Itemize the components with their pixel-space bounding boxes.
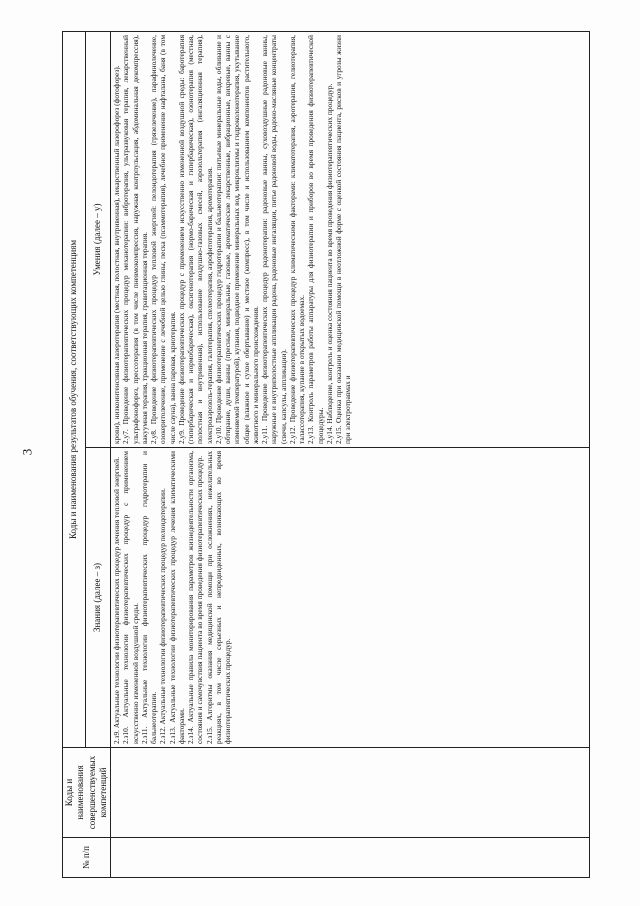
skill-item: 2.у13. Контроль параметров работы аппаратуры для физиотерапии и приборов во время проведения физиотерапевтической процедуры. xyxy=(306,35,325,444)
competency-table xyxy=(62,31,590,878)
knowledge-item: 2.з10. Актуальные технологии физиотерапевтических процедур с применением искусственно измененной воздушной среды. xyxy=(121,451,140,744)
skill-item: крови), низкоинтенсивная лазеротерапия (местная, полостная, внутривенная), лекарственный лазерофорез (фотофорез). xyxy=(112,65,121,444)
skill-item: 2.у11. Проведение физиотерапевтических процедур радонотерапии: радоновые ванны, суховоздушные радоновые ванны, наружные и внутриполостные аппликации радона, радоновые ингаляции, питье радоновой воды, радоно-масляные концентраты (свечи, капсулы, аппликации). xyxy=(260,35,288,444)
cell-skills xyxy=(111,32,590,448)
skill-item: 2.у9. Проведение физиотерапевтических процедур с применением искусственно измененной воздушной среды: баротерапия (гипербарическая и нормобарическая), оксигенотерапия (нормо-барическая и гипербарическая), озонотерапия (местная, полостная и внутривенная), использование воздушно-газовых смесей, аэрозольтерапия (ингаляционная терапия), электроаэрозоль-терапия, галотерапия, спелеотерапия, аэрофитотерапия, аромотерапия. xyxy=(176,35,214,444)
skill-item: 2.у10. Проведение физиотерапевтических процедур гидротерапии и бальнеотерапии: питьевые минеральные воды, обливание и обтирание, души, ванны (пресные, минеральные, газовые, ароматические лекарственные, вибрационные, вихревые, ванны с изменяемой температурой), купания, подводное применение минеральных вод, микроклизмы и гидроколонотерапия, укутывание общее (влажное и сухое обертывание) и местное (компресс), в том числе и использованием компонентов растительного, животного и минерального происхождения. xyxy=(213,35,260,444)
knowledge-item: 2.з15. Алгоритмы оказания медицинской помощи при осложнениях, нежелательных реакциях, в том числе серьезных и непредвиденных, возникающих во время физиотерапевтических процедур. xyxy=(204,451,232,744)
cell-knowledge xyxy=(111,448,590,748)
knowledge-item: 2.з11. Актуальные технологии физиотерапевтических процедур гидротерапии и бальнеотерапии. xyxy=(139,451,158,744)
header-knowledge: Знания (далее – з) xyxy=(85,448,110,748)
header-num: № п/п xyxy=(63,838,111,878)
header-skills: Умения (далее – у) xyxy=(85,32,110,448)
knowledge-item: 2.з14. Актуальные правила мониторирования параметров жизнедеятельности организма, состояния и самочувствия пациента во время проведения физиотерапевтических процедур. xyxy=(186,451,205,744)
skill-item: 2.у7. Проведение физиотерапевтических процедур механотерапии: вибротерапия, ультразвуковая терапия, лекарственный ультрафонофорез, прессотерапия (в том числе пневмокомпрессия, наружная контрпульсация, абдоминальная декомпрессия), вакуумная терапия, тракционная терапия, гравитационная терапия. xyxy=(121,35,149,444)
knowledge-item: 2.з9. Актуальные технологии физиотерапевтических процедур лечения тепловой энергией. xyxy=(112,457,121,744)
page-number: 3 xyxy=(19,448,35,456)
table-row xyxy=(111,32,590,878)
rotated-table-sheet xyxy=(62,32,590,878)
header-row-1 xyxy=(63,32,86,878)
skill-item: 2.у12. Проведение физиотерапевтических процедур климатическими факторами: климатотерапия, аэротерапия, гелиотерапия, талассотерапия, купание в открытых водоемах. xyxy=(287,35,306,444)
header-merged-title: Коды и наименования результатов обучения, соответствующих компетенциям xyxy=(63,32,86,748)
skill-item: 2.у15. Оценка при оказании медицинской помощи в неотложной форме с оценкой состояния пациента, рисков и угрозы жизни при электротравмах и xyxy=(334,35,353,444)
skill-item: 2.у8. Проведение физиотерапевтических процедур тепловой энергией: пелоидотерапия (грязелечение), парафинолечение, озокеритолечение, применение с лечебной целью глины, песка (псаммотерапия), лечебное применение нафталана, баня (в том числе сауна), ванна паровая, криотерапия. xyxy=(149,35,177,444)
cell-num xyxy=(111,838,590,878)
cell-codes xyxy=(111,748,590,838)
skill-item: 2.у14. Наблюдение, контроль и оценка состояния пациента во время проведения физиотерапевтических процедур. xyxy=(324,83,334,444)
header-codes: Коды и наименования совершенствуемых компетенций xyxy=(63,748,111,838)
knowledge-item: 2.з12. Актуальные технологии физиотерапевтических процедур пелоидотерапии. xyxy=(158,488,168,744)
knowledge-item: 2.з13. Актуальные технологии физиотерапевтических процедур лечения климатическими факторами. xyxy=(167,451,186,744)
